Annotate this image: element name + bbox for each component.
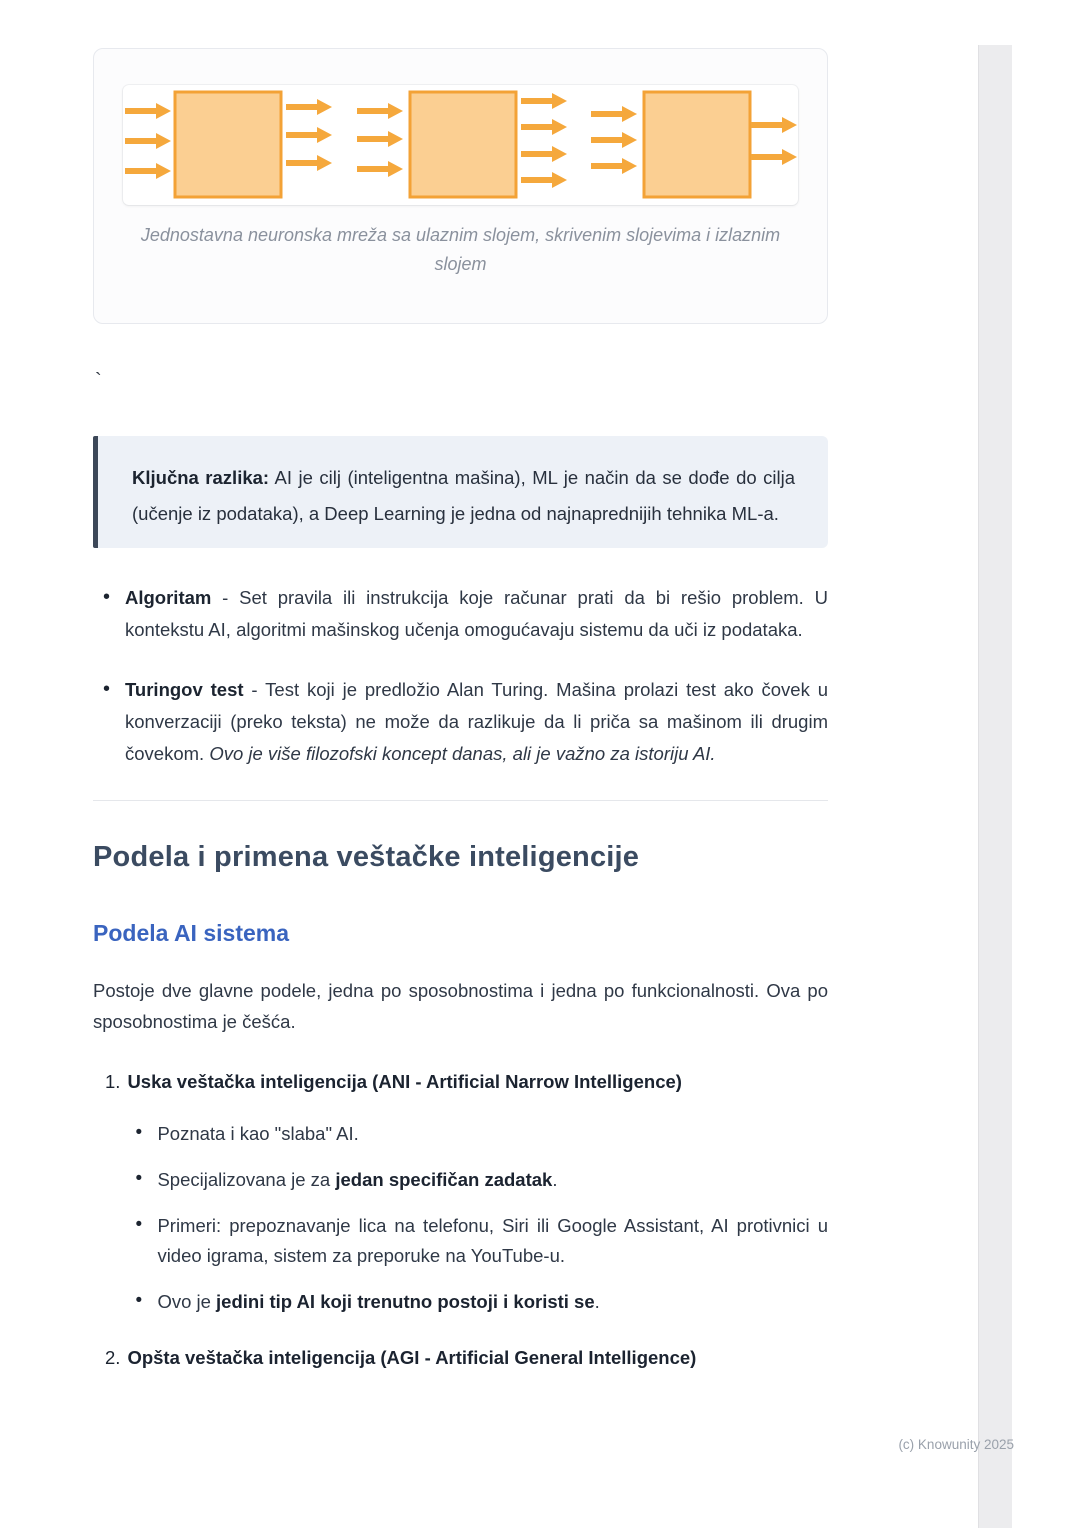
hidden-output-arrows [521,93,567,188]
bullet-text-after: . [552,1169,558,1190]
callout-body: AI je cilj (inteligentna mašina), ML je način da se dođe do cilja (učenje iz podataka), a Deep Learning je jedna od najnaprednijih tehnika ML-a. [132,467,796,524]
hidden-layer-block [410,92,516,197]
bullet-icon: • [135,1122,143,1143]
output-layer-block [644,92,750,197]
term-separator: - [211,587,240,608]
list-item [127,1119,828,1149]
bullet-icon: • [135,1214,143,1235]
section-intro-paragraph: Postoje dve glavne podele, jedna po sposobnostima i jedna po funkcionalnosti. Ova po sposobnostima je češća. [93,980,828,1032]
key-difference-callout [93,436,828,548]
list-item [127,1165,828,1195]
term-name: Turingov test [125,679,244,700]
list-item [127,1287,828,1317]
definitions-list [93,582,828,770]
item-title: Uska veštačka inteligencija (ANI - Artificial Narrow Intelligence) [127,1071,682,1092]
figure-caption: Jednostavna neuronska mreža sa ulaznim slojem, skrivenim slojevima i izlaznim slojem [140,225,781,274]
scrollbar[interactable] [978,45,1012,1528]
item-body [127,1343,828,1373]
section-heading: Podela i primena veštačke inteligencije [93,841,640,873]
input-arrows [125,103,171,179]
diagram-panel [123,85,798,205]
term-note-italic: Ovo je više filozofski koncept danas, ali je važno za istoriju AI. [209,743,716,764]
hidden-input-arrows [357,103,403,177]
neural-network-diagram [123,89,798,201]
stray-backtick-text: ` [95,370,102,392]
bullet-text: Primeri: prepoznavanje lica na telefonu, Siri ili Google Assistant, AI protivnici u video igrama, sistem za preporuke na YouTube-u. [157,1215,828,1266]
section-divider [93,800,828,801]
output-input-arrows [591,106,637,174]
bullet-text: Poznata i kao "slaba" AI. [157,1123,359,1144]
ani-bullet-list [127,1119,828,1317]
list-item-turingov-test [93,674,828,770]
item-number: 2. [105,1347,121,1368]
bullet-icon: • [103,678,111,700]
subsection-heading: Podela AI sistema [93,920,290,946]
callout-text [132,460,795,532]
item-number: 1. [105,1071,121,1092]
bullet-bold-text: jedan specifičan zadatak [335,1169,553,1190]
term-separator: - [243,679,266,700]
ai-types-numbered-list [93,1067,828,1373]
layer1-output-arrows [286,99,332,171]
copyright-text: (c) Knowunity 2025 [898,1437,1014,1452]
item-title: Opšta veštačka inteligencija (AGI - Artificial General Intelligence) [127,1347,697,1368]
bullet-text: Ovo je [157,1291,217,1312]
bullet-bold-text: jedini tip AI koji trenutno postoji i koristi se [216,1291,595,1312]
document-content [93,0,828,1373]
numbered-item-ani [93,1067,828,1317]
output-arrows [751,117,797,165]
bullet-icon: • [103,586,111,608]
bullet-text-after: . [594,1291,600,1312]
numbered-item-agi [93,1343,828,1373]
term-definition: Set pravila ili instrukcija koje računar prati da bi rešio problem. U kontekstu AI, algoritmi mašinskog učenja omogućavaju sistemu da uči iz podataka. [125,587,828,640]
term-name: Algoritam [125,587,212,608]
list-item [127,1211,828,1271]
callout-label: Ključna razlika: [132,467,270,488]
list-item-algoritam [93,582,828,646]
neural-network-figure-card [93,48,828,324]
item-body [127,1067,828,1317]
bullet-text: Specijalizovana je za [157,1169,336,1190]
bullet-icon: • [135,1168,143,1189]
bullet-icon: • [135,1290,143,1311]
term-definition: Test koji je predložio Alan Turing. Mašina prolazi test ako čovek u konverzaciji (preko teksta) ne može da razlikuje da li priča sa mašinom ili drugim čovekom. [125,679,829,764]
input-layer-block [175,92,281,197]
